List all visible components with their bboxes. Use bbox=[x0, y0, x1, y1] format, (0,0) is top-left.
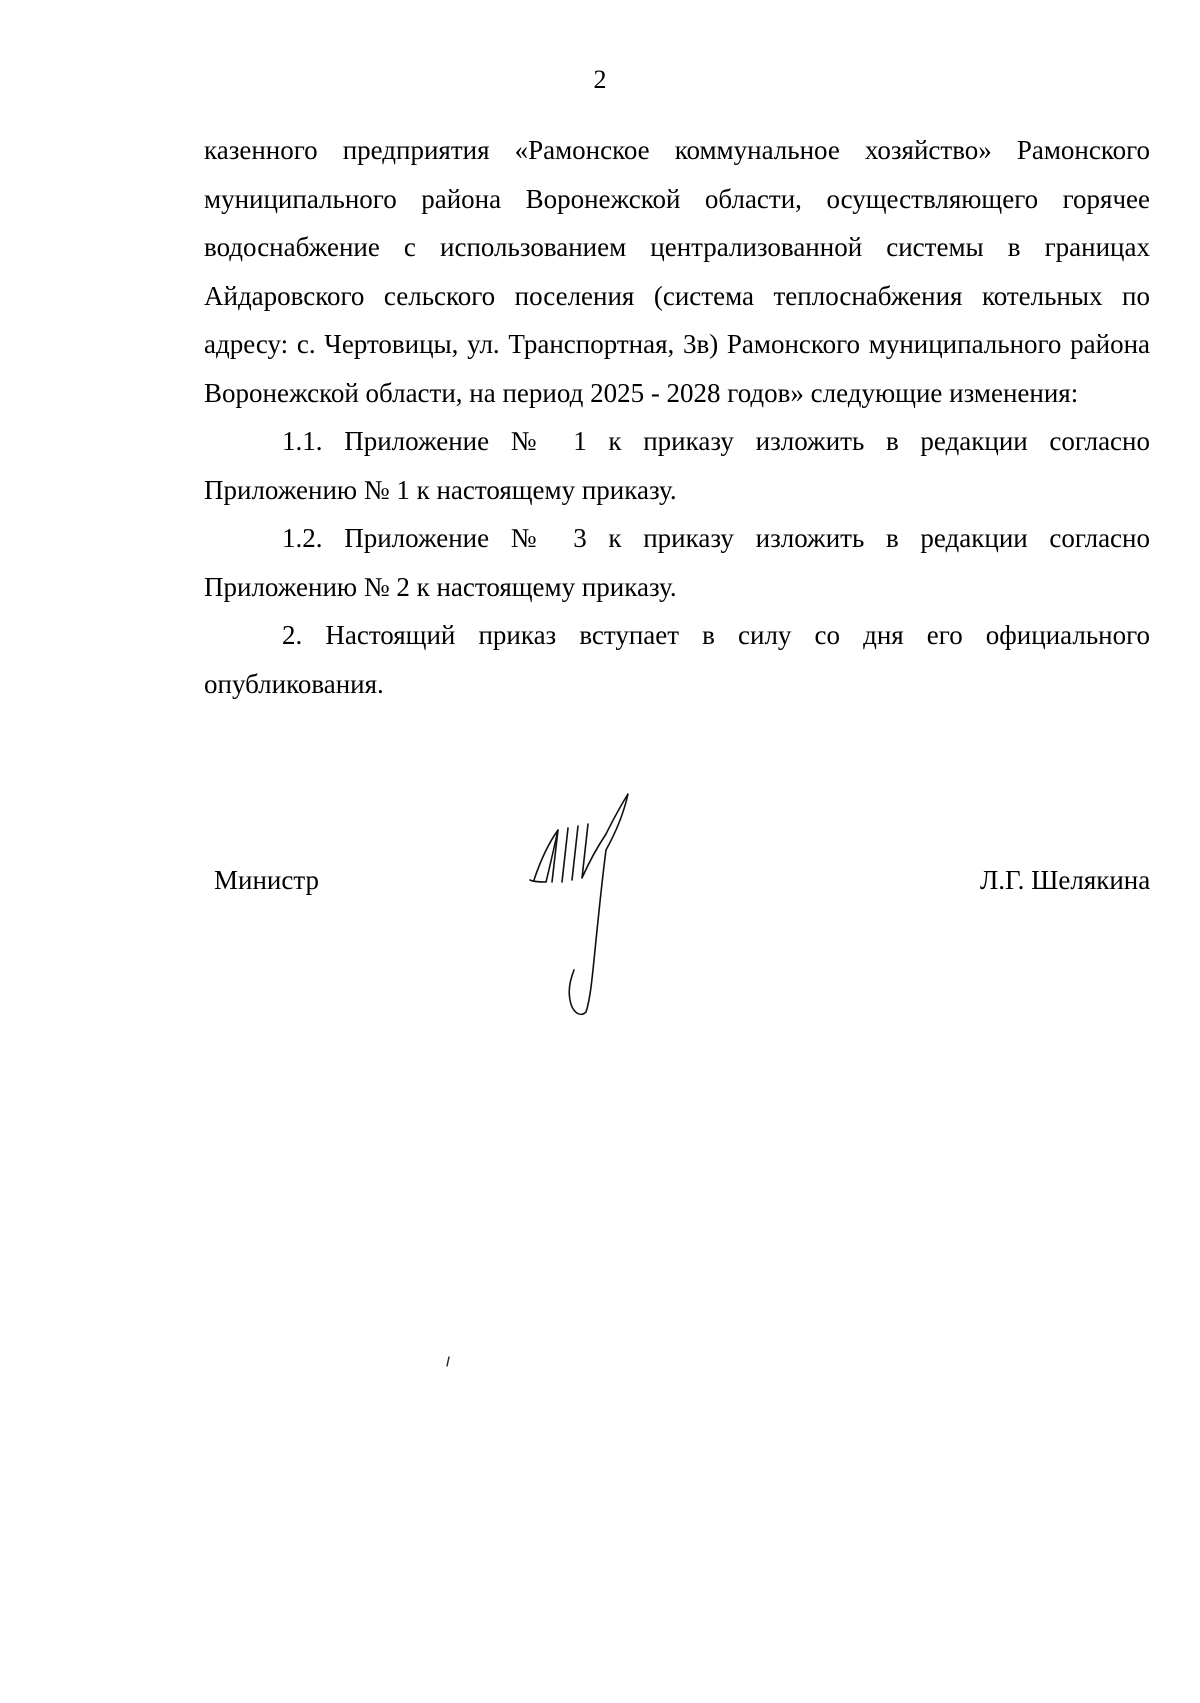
handwritten-signature bbox=[520, 790, 680, 1030]
document-body bbox=[204, 126, 1150, 708]
paragraph-item-1-2: 1.2. Приложение № 3 к приказу изложить в редакции согласно Приложению № 2 к настоящему приказу. bbox=[204, 523, 1150, 602]
page-number: 2 bbox=[593, 65, 607, 94]
stray-mark bbox=[444, 1356, 452, 1368]
signatory-title: Министр bbox=[214, 865, 319, 895]
paragraph-item-1-1: 1.1. Приложение № 1 к приказу изложить в редакции согласно Приложению № 1 к настоящему приказу. bbox=[204, 426, 1150, 505]
signatory-name: Л.Г. Шелякина bbox=[980, 865, 1151, 895]
paragraph-continuation: казенного предприятия «Рамонское коммунальное хозяйство» Рамонского муниципального района Воронежской области, осуществляющего горячее водоснабжение с использованием централизованной системы в границах Айдаровского сельского поселения (система теплоснабжения котельных по адресу: с. Чертовицы, ул. Транспортная, 3в) Рамонского муниципального района Воронежской области, на период 2025 - 2028 годов» следующие изменения: bbox=[204, 135, 1150, 408]
paragraph-item-2: 2. Настоящий приказ вступает в силу со дня его официального опубликования. bbox=[204, 620, 1150, 699]
